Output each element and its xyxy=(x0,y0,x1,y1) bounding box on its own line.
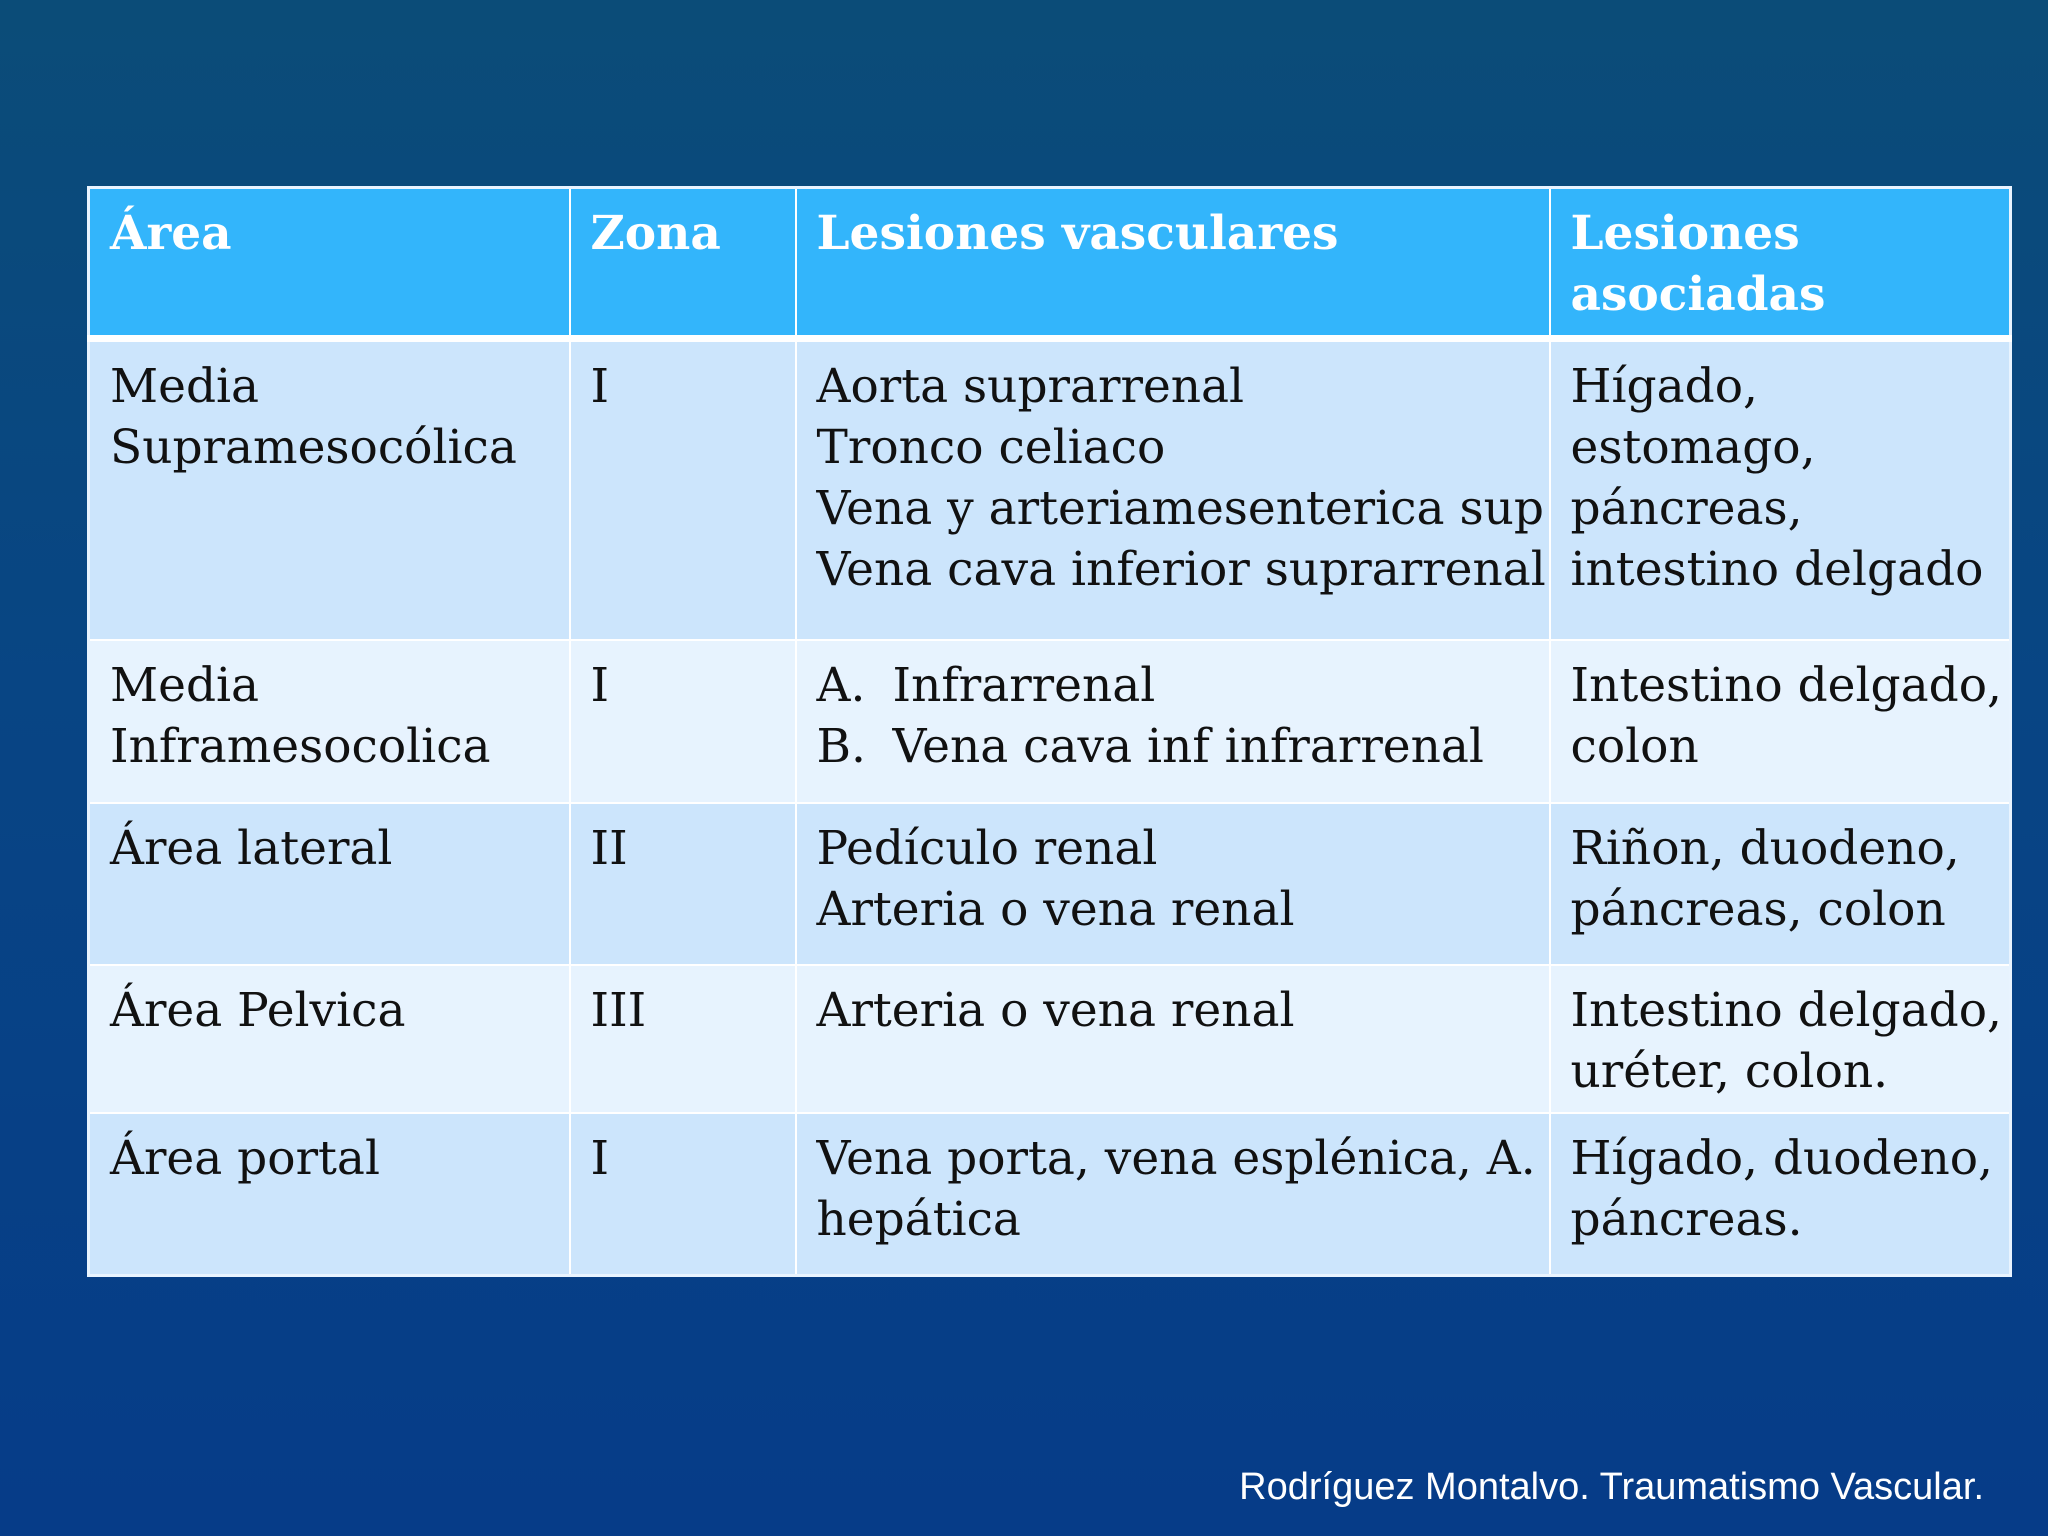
vascular-lesion-text: Vena cava inf infrarrenal xyxy=(892,718,1484,774)
lesiones-vasculares-cell xyxy=(796,640,1550,803)
lesiones-vasculares-cell xyxy=(796,1113,1550,1276)
table-row xyxy=(89,339,2011,640)
vascular-list-item xyxy=(817,655,1529,716)
zona-cell xyxy=(570,803,796,965)
zona-cell xyxy=(570,965,796,1113)
table-row xyxy=(89,1113,2011,1276)
zona-text: I xyxy=(590,1130,610,1186)
area-text: Supramesocólica xyxy=(110,420,517,475)
associated-lesion-text: Hígado, xyxy=(1570,359,1758,414)
vascular-lesion-text: Vena porta, vena esplénica, A. xyxy=(816,1130,1536,1186)
area-text: Área portal xyxy=(110,1130,380,1186)
vascular-lesion-text: Tronco celiaco xyxy=(816,420,1166,475)
associated-lesion-text: uréter, colon. xyxy=(1570,1043,1889,1099)
vascular-lesion-text: Pedículo renal xyxy=(816,820,1158,876)
area-cell xyxy=(89,640,570,803)
associated-lesion-text: páncreas, xyxy=(1570,481,1803,536)
list-marker: B. xyxy=(816,718,866,774)
header-lesiones-asociadas-line1: Lesiones xyxy=(1570,206,1800,261)
area-text: Área Pelvica xyxy=(110,982,406,1038)
associated-lesion-text: estomago, xyxy=(1570,420,1816,475)
area-cell xyxy=(89,1113,570,1276)
area-cell xyxy=(89,803,570,965)
area-text: Media xyxy=(110,657,260,713)
header-lesiones-vasculares xyxy=(796,188,1550,339)
header-row xyxy=(89,188,2011,339)
area-cell xyxy=(89,965,570,1113)
table-row xyxy=(89,803,2011,965)
lesiones-asociadas-cell xyxy=(1550,1113,2011,1276)
lesiones-asociadas-cell xyxy=(1550,640,2011,803)
header-lesiones-asociadas-line2: asociadas xyxy=(1570,267,1826,322)
lesiones-asociadas-cell xyxy=(1550,803,2011,965)
header-area-label: Área xyxy=(110,206,232,261)
associated-lesion-text: páncreas, colon xyxy=(1570,881,1946,937)
zona-text: II xyxy=(590,820,628,876)
zona-text: I xyxy=(590,359,610,414)
associated-lesion-text: colon xyxy=(1570,718,1699,774)
area-text: Media xyxy=(110,359,260,414)
vascular-lesions-table xyxy=(87,186,2012,1277)
lesiones-vasculares-cell xyxy=(796,803,1550,965)
header-lesiones-asociadas xyxy=(1550,188,2011,339)
lesiones-vasculares-cell xyxy=(796,339,1550,640)
associated-lesion-text: intestino delgado xyxy=(1570,542,1984,597)
zona-cell xyxy=(570,339,796,640)
area-text: Inframesocolica xyxy=(110,718,491,774)
header-lesiones-vasculares-label: Lesiones vasculares xyxy=(816,206,1339,261)
area-text: Área lateral xyxy=(110,820,393,876)
table-header xyxy=(89,188,2011,339)
zona-text: I xyxy=(590,657,610,713)
vascular-list-item xyxy=(817,716,1529,777)
lesiones-vasculares-cell xyxy=(796,965,1550,1113)
associated-lesion-text: páncreas. xyxy=(1570,1191,1803,1247)
lesiones-asociadas-cell xyxy=(1550,965,2011,1113)
zona-cell xyxy=(570,1113,796,1276)
zona-cell xyxy=(570,640,796,803)
lesiones-asociadas-cell xyxy=(1550,339,2011,640)
table-row xyxy=(89,965,2011,1113)
vascular-lesion-text: hepática xyxy=(816,1191,1021,1247)
associated-lesion-text: Intestino delgado, xyxy=(1570,982,2002,1038)
table-row xyxy=(89,640,2011,803)
zona-text: III xyxy=(590,982,647,1038)
header-area xyxy=(89,188,570,339)
area-cell xyxy=(89,339,570,640)
vascular-lesion-text: Aorta suprarrenal xyxy=(816,359,1245,414)
vascular-lesion-text: Infrarrenal xyxy=(892,657,1156,713)
vascular-lesion-text: Arteria o vena renal xyxy=(816,982,1295,1038)
list-marker: A. xyxy=(816,657,866,713)
vascular-lesion-text: Vena y arteriamesenterica sup xyxy=(816,481,1544,536)
vascular-lesion-text: Arteria o vena renal xyxy=(816,881,1295,937)
associated-lesion-text: Intestino delgado, xyxy=(1570,657,2002,713)
header-zona-label: Zona xyxy=(590,206,721,261)
source-citation: Rodríguez Montalvo. Traumatismo Vascular. xyxy=(1239,1466,1984,1508)
associated-lesion-text: Riñon, duodeno, xyxy=(1570,820,1960,876)
table-body xyxy=(89,339,2011,1276)
vascular-lesion-text: Vena cava inferior suprarrenal xyxy=(816,542,1546,597)
associated-lesion-text: Hígado, duodeno, xyxy=(1570,1130,1993,1186)
header-zona xyxy=(570,188,796,339)
